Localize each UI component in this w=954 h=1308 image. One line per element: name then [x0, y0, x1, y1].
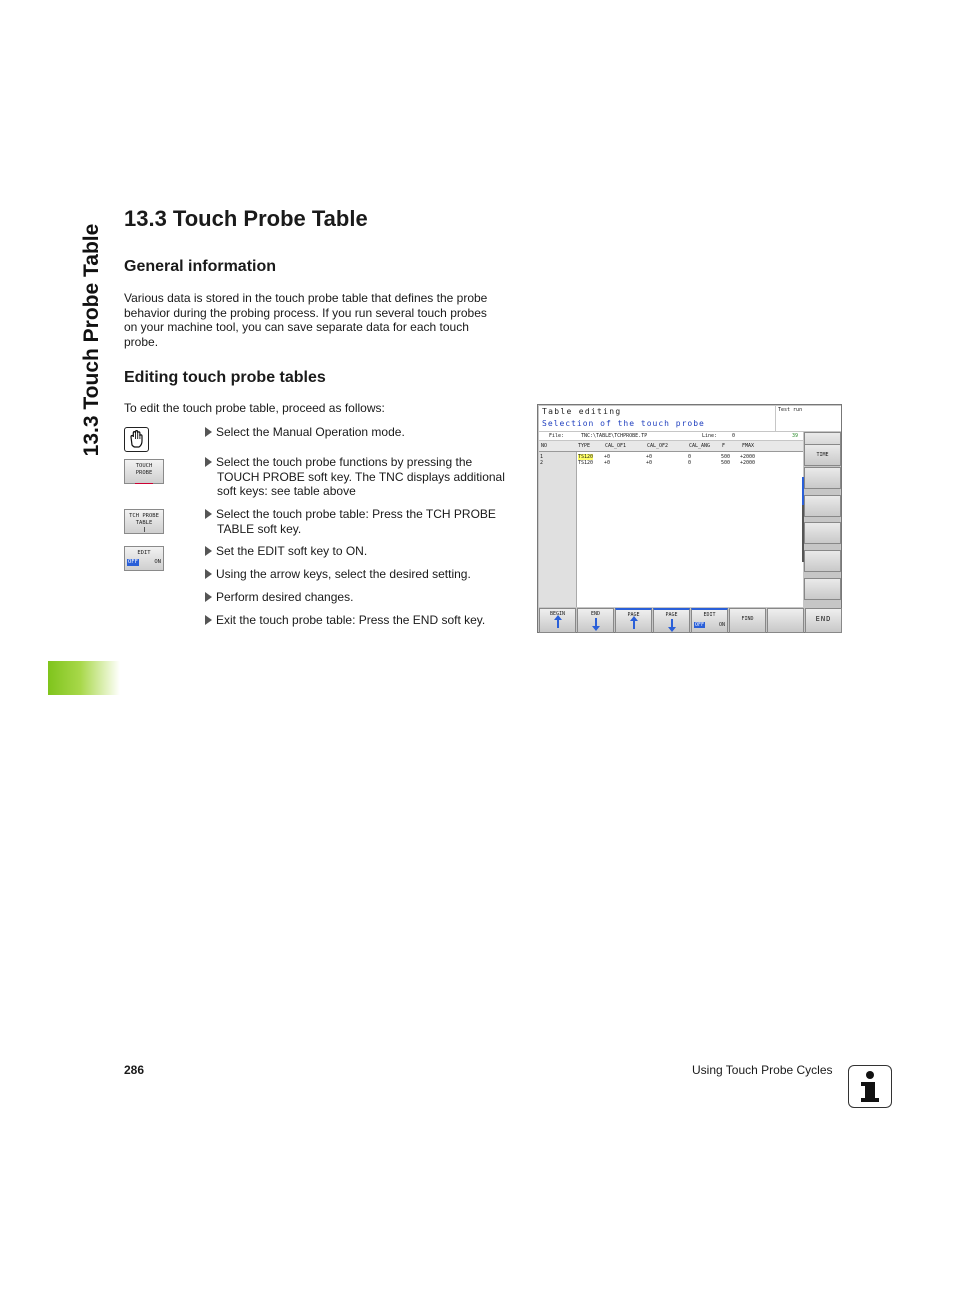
screen-title: Table editing [542, 407, 622, 416]
probe-tip-icon [144, 527, 145, 532]
bullet-arrow-icon [205, 569, 212, 579]
softkey-label: PAGE [627, 612, 640, 618]
arrow-down-icon [595, 618, 597, 628]
side-softkey-3[interactable] [804, 467, 841, 489]
column-header: CAL_ANG [689, 443, 711, 449]
softkey-label: PROBE [135, 470, 153, 476]
page-title: 13.3 Touch Probe Table [124, 206, 368, 231]
table-cell[interactable]: 500 [721, 454, 731, 460]
step-text: Select the touch probe table: Press the TCH PROBE [216, 507, 496, 521]
column-header: F [722, 443, 726, 449]
table-cell[interactable]: +2000 [740, 454, 756, 460]
side-softkey-5[interactable] [804, 522, 841, 544]
data-area [577, 452, 803, 607]
paragraph-line: probe. [124, 334, 159, 349]
step-text: Perform desired changes. [216, 590, 354, 604]
number-column [539, 452, 577, 607]
softkey-label: BEGIN [549, 611, 566, 617]
step-text: Select the Manual Operation mode. [216, 425, 405, 439]
step-text: Set the EDIT soft key to ON. [216, 544, 368, 558]
step-7 [205, 613, 523, 628]
section-heading-general: General information [124, 258, 277, 275]
arrow-down-icon [671, 619, 673, 629]
table-header-row [539, 441, 803, 452]
line-value: 0 [732, 433, 736, 439]
softkey-label: EDIT [703, 612, 716, 618]
editing-intro: To edit the touch probe table, proceed as follows: [124, 401, 385, 415]
side-softkey-7[interactable] [804, 578, 841, 600]
arrow-up-icon [633, 619, 635, 629]
column-header: CAL_OF2 [647, 443, 669, 449]
paragraph-line: Various data is stored in the touch probe table that defines the probe [124, 291, 488, 305]
softkey-end[interactable]: END [805, 608, 842, 633]
bullet-arrow-icon [205, 509, 212, 519]
step-3 [205, 507, 523, 536]
column-header: TYPE [578, 443, 591, 449]
tnc-screen-screenshot [537, 404, 842, 633]
edit-on-indicator: ON [718, 622, 725, 628]
step-1 [205, 425, 523, 440]
column-header: CAL_OF1 [605, 443, 627, 449]
table-cell[interactable]: +0 [604, 454, 611, 460]
table-cell[interactable]: TS120 [578, 460, 594, 466]
softkey-label: TOUCH [135, 463, 153, 469]
probe-symbol-icon [135, 478, 153, 484]
step-4 [205, 544, 523, 559]
table-cell[interactable]: 0 [688, 460, 692, 466]
screen-subtitle: Selection of the touch probe [542, 419, 705, 428]
table-cell[interactable]: 2 [540, 460, 544, 466]
bullet-arrow-icon [205, 457, 212, 467]
table-cell[interactable]: +2000 [740, 460, 756, 466]
table-cell[interactable]: +0 [646, 454, 653, 460]
info-icon [848, 1065, 892, 1108]
touch-probe-softkey[interactable] [124, 459, 164, 484]
column-header: FMAX [742, 443, 755, 449]
step-text: Select the touch probe functions by pressing the [216, 455, 473, 469]
softkey-label: END [590, 611, 601, 617]
table-cell[interactable]: +0 [604, 460, 611, 466]
paragraph-line: behavior during the probing process. If you run several touch probes [124, 305, 487, 320]
softkey-empty[interactable] [767, 608, 804, 633]
bullet-arrow-icon [205, 615, 212, 625]
step-text: TABLE soft key. [217, 521, 302, 536]
step-5 [205, 567, 523, 582]
bullet-arrow-icon [205, 546, 212, 556]
table-cell-selected[interactable]: TS120 [578, 454, 594, 460]
side-softkey-6[interactable] [804, 550, 841, 572]
chapter-tab-marker [48, 661, 120, 695]
table-cell[interactable]: 0 [688, 454, 692, 460]
edit-off-indicator: OFF [128, 559, 138, 565]
step-text: Exit the touch probe table: Press the END soft key. [216, 613, 486, 627]
table-cell[interactable]: +0 [646, 460, 653, 466]
footer-chapter: Using Touch Probe Cycles [692, 1063, 833, 1077]
edit-off-indicator: OFF [695, 622, 705, 628]
softkey-label: TABLE [135, 520, 153, 526]
step-text: TOUCH PROBE soft key. The TNC displays additional [217, 469, 505, 484]
screen-file-bar [539, 432, 803, 440]
general-paragraph [124, 291, 524, 349]
section-heading-editing: Editing touch probe tables [124, 369, 326, 386]
page-number: 286 [124, 1063, 145, 1077]
step-text: Using the arrow keys, select the desired setting. [216, 567, 471, 581]
softkey-label: EDIT [137, 550, 151, 556]
bullet-arrow-icon [205, 427, 212, 437]
edit-softkey[interactable] [124, 546, 164, 571]
softkey-begin[interactable] [539, 608, 576, 633]
softkey-page-down[interactable] [653, 608, 690, 633]
softkey-page-up[interactable] [615, 608, 652, 633]
paragraph-line: on your machine tool, you can save separate data for each touch [124, 320, 469, 334]
tch-probe-table-softkey[interactable] [124, 509, 164, 534]
hand-icon [124, 427, 149, 452]
line-right: 39 [792, 433, 799, 439]
step-2 [205, 455, 523, 499]
column-header: NO [541, 443, 548, 449]
softkey-end-table[interactable] [577, 608, 614, 633]
step-text: soft keys: see table above [217, 484, 356, 498]
edit-on-indicator: ON [154, 559, 161, 565]
side-softkey-4[interactable] [804, 495, 841, 517]
file-label: File: [549, 433, 565, 439]
side-softkey-time[interactable]: TIME [804, 444, 841, 466]
softkey-edit[interactable] [691, 608, 728, 633]
line-label: Line: [702, 433, 718, 439]
table-cell[interactable]: 1 [540, 454, 544, 460]
step-6 [205, 590, 523, 605]
softkey-label: PAGE [665, 612, 678, 618]
file-path: TNC:\TABLE\TCHPROBE.TP [581, 433, 648, 439]
softkey-label: TCH PROBE [129, 513, 159, 519]
bullet-arrow-icon [205, 592, 212, 602]
screen-header [539, 406, 775, 431]
side-chapter-title: 13.3 Touch Probe Table [80, 223, 103, 457]
softkey-find[interactable]: FIND [729, 608, 766, 633]
table-cell[interactable]: 500 [721, 460, 731, 466]
arrow-up-icon [557, 618, 559, 628]
screen-mode: Test run [776, 406, 841, 431]
table-body [539, 452, 803, 607]
